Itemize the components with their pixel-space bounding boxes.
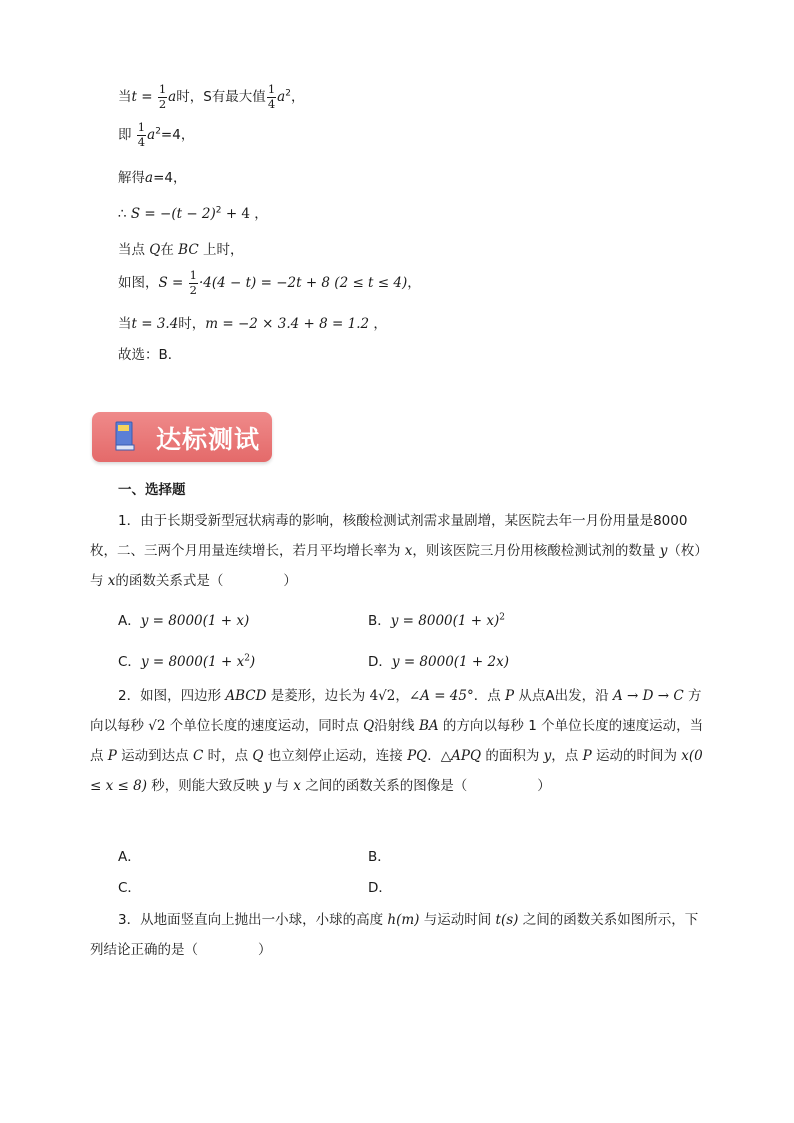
text: 当 [118,89,132,105]
book-icon [114,421,136,451]
therefore-symbol: ∴ [118,206,131,222]
q2-option-a[interactable]: A． [118,849,141,865]
solution-line-8: 故选：B． [118,347,182,363]
q2-option-b[interactable]: B． [368,849,391,865]
numerator: 1 [137,120,146,134]
var-a: a [277,89,286,105]
text: 秒，则能大致反映 [146,778,264,794]
text: 3．从地面竖直向上抛出一小球，小球的高度 [118,912,388,928]
side-length: 4√2 [369,688,396,704]
denominator: 4 [137,134,146,149]
text: 个单位长度的速度运动，同时点 [165,718,364,734]
text: 运动的时间为 [591,748,682,764]
text: 沿射线 [374,718,419,734]
option-text: y = 8000(1 + x) [140,613,250,629]
text: 是菱形，边长为 [266,688,370,704]
q1-option-a[interactable] [118,609,249,629]
question-2 [90,681,704,801]
text: =4， [153,170,187,186]
q2-option-c[interactable]: C． [118,880,141,896]
text: ） [283,573,297,589]
option-label: D． [368,654,392,670]
text: 当点 [118,242,150,258]
text: 时， [178,316,206,332]
denominator: 2 [158,96,167,111]
expression: S = [158,275,188,291]
var-q: Q [252,748,264,764]
text: ，则该医院三月份用核酸检测试剂的数量 [412,543,660,559]
text: 即 [118,127,136,143]
expression: m = −2 × 3.4 + 8 = 1.2 [205,316,370,332]
text: 运动到达点 [116,748,193,764]
option-text: y = 8000(1 + x) [390,613,500,629]
var-pq: PQ [407,748,428,764]
numerator: 1 [267,82,276,96]
option-text: y = 8000(1 + x [140,654,245,670]
text: （枚）与 [90,543,702,589]
exponent: 2 [499,612,506,623]
q1-option-d[interactable] [368,650,509,670]
var-x: x [293,778,301,794]
expression: S = −(t − 2) [130,206,216,222]
text: ） [258,942,272,958]
text: 的面积为 [481,748,544,764]
text: 之间的函数关系的图像是（ [300,778,468,794]
fraction [267,84,276,110]
denominator: 2 [189,282,197,297]
var-a: a [147,127,156,143]
text: 时，S有最大值 [176,89,266,105]
fraction [137,122,146,148]
var-x: x [107,573,116,589]
text: 之间的函数关系如图所示，下列结论正确的是（ [90,912,699,958]
text: ， [369,316,387,332]
var-y: y [263,778,272,794]
denominator: 4 [267,96,276,111]
text: 时，点 [203,748,253,764]
var-a: a [168,89,177,105]
var-t: t [131,89,137,105]
expression: ·4(4 − t) = −2t + 8 [198,275,331,291]
text: ， [407,275,421,291]
section-title: 一、选择题 [118,482,186,498]
var-y: y [659,543,668,559]
text: 上时， [198,242,244,258]
var-ba: BA [418,718,439,734]
text: 的函数关系式是（ [115,573,224,589]
question-3 [90,905,704,965]
var-p: P [582,748,592,764]
numerator: 1 [158,82,167,96]
text: ， [395,688,409,704]
var-x: x [404,543,413,559]
var-t: t(s) [495,912,519,928]
exponent: 2 [244,653,250,664]
solution-line-6 [118,270,421,296]
exponent: 2 [215,205,222,216]
option-text: y = 8000(1 + 2x) [391,654,510,670]
path: A → D → C [612,688,684,704]
section-banner [92,412,272,462]
solution-line-4 [118,202,268,222]
var-q: Q [149,242,161,258]
text: ．点 [473,688,506,704]
text: =4， [160,127,195,143]
angle: ∠A = 45° [408,688,474,704]
text: ， [290,89,305,105]
var-a: a [145,170,154,186]
var-y: y [543,748,552,764]
text: ） [537,778,551,794]
text: 解得 [118,170,145,186]
text: 方向以每秒 [90,688,702,734]
text: ，点 [551,748,583,764]
var-q: Q [363,718,375,734]
exponent: 2 [155,126,161,137]
text: 也立刻停止运动，连接 [263,748,408,764]
banner-title: 达标测试 [156,425,261,454]
solution-line-3 [118,166,186,186]
solution-line-2 [118,122,194,148]
text: = [136,89,157,105]
option-label: A． [118,613,141,629]
text: 如图， [118,275,159,291]
option-label: B． [368,613,391,629]
text: 当 [118,316,132,332]
text: 1．由于长期受新型冠状病毒的影响，核酸检测试剂需求量剧增，某医院去年一月份用量是8000枚，二、三两个月用量连续增长，若月平均增长率为 [90,513,688,559]
range: (2 ≤ t ≤ 4) [330,275,408,291]
option-text: ) [249,654,256,670]
q1-option-b[interactable] [368,609,505,629]
text: 的方向以每秒 1 个单位长度的速度运动，当点 [90,718,704,764]
q2-option-d[interactable]: D． [368,880,392,896]
var-abcd: ABCD [225,688,267,704]
text: 在 [160,242,179,258]
text: 从点A出发，沿 [514,688,613,704]
text: 与运动时间 [419,912,496,928]
solution-line-1 [118,84,304,110]
expression: t = 3.4 [131,316,179,332]
q1-option-c[interactable] [118,650,255,670]
speed: √2 [148,718,166,734]
question-1 [90,506,704,596]
var-c: C [192,748,204,764]
var-h: h(m) [387,912,420,928]
fraction [158,84,167,110]
var-bc: BC [178,242,199,258]
numerator: 1 [189,268,197,282]
text: 2．如图，四边形 [118,688,226,704]
var-p: P [107,748,117,764]
text: ． [427,748,441,764]
x-range: x(0 ≤ x ≤ 8) [90,748,703,794]
solution-line-7 [118,312,387,332]
exponent: 2 [285,88,291,99]
var-p: P [505,688,515,704]
triangle-apq: △APQ [440,748,482,764]
option-label: C． [118,654,141,670]
fraction [189,270,198,296]
text: + 4 ， [221,206,268,222]
text: 与 [271,778,294,794]
solution-line-5 [118,238,243,258]
